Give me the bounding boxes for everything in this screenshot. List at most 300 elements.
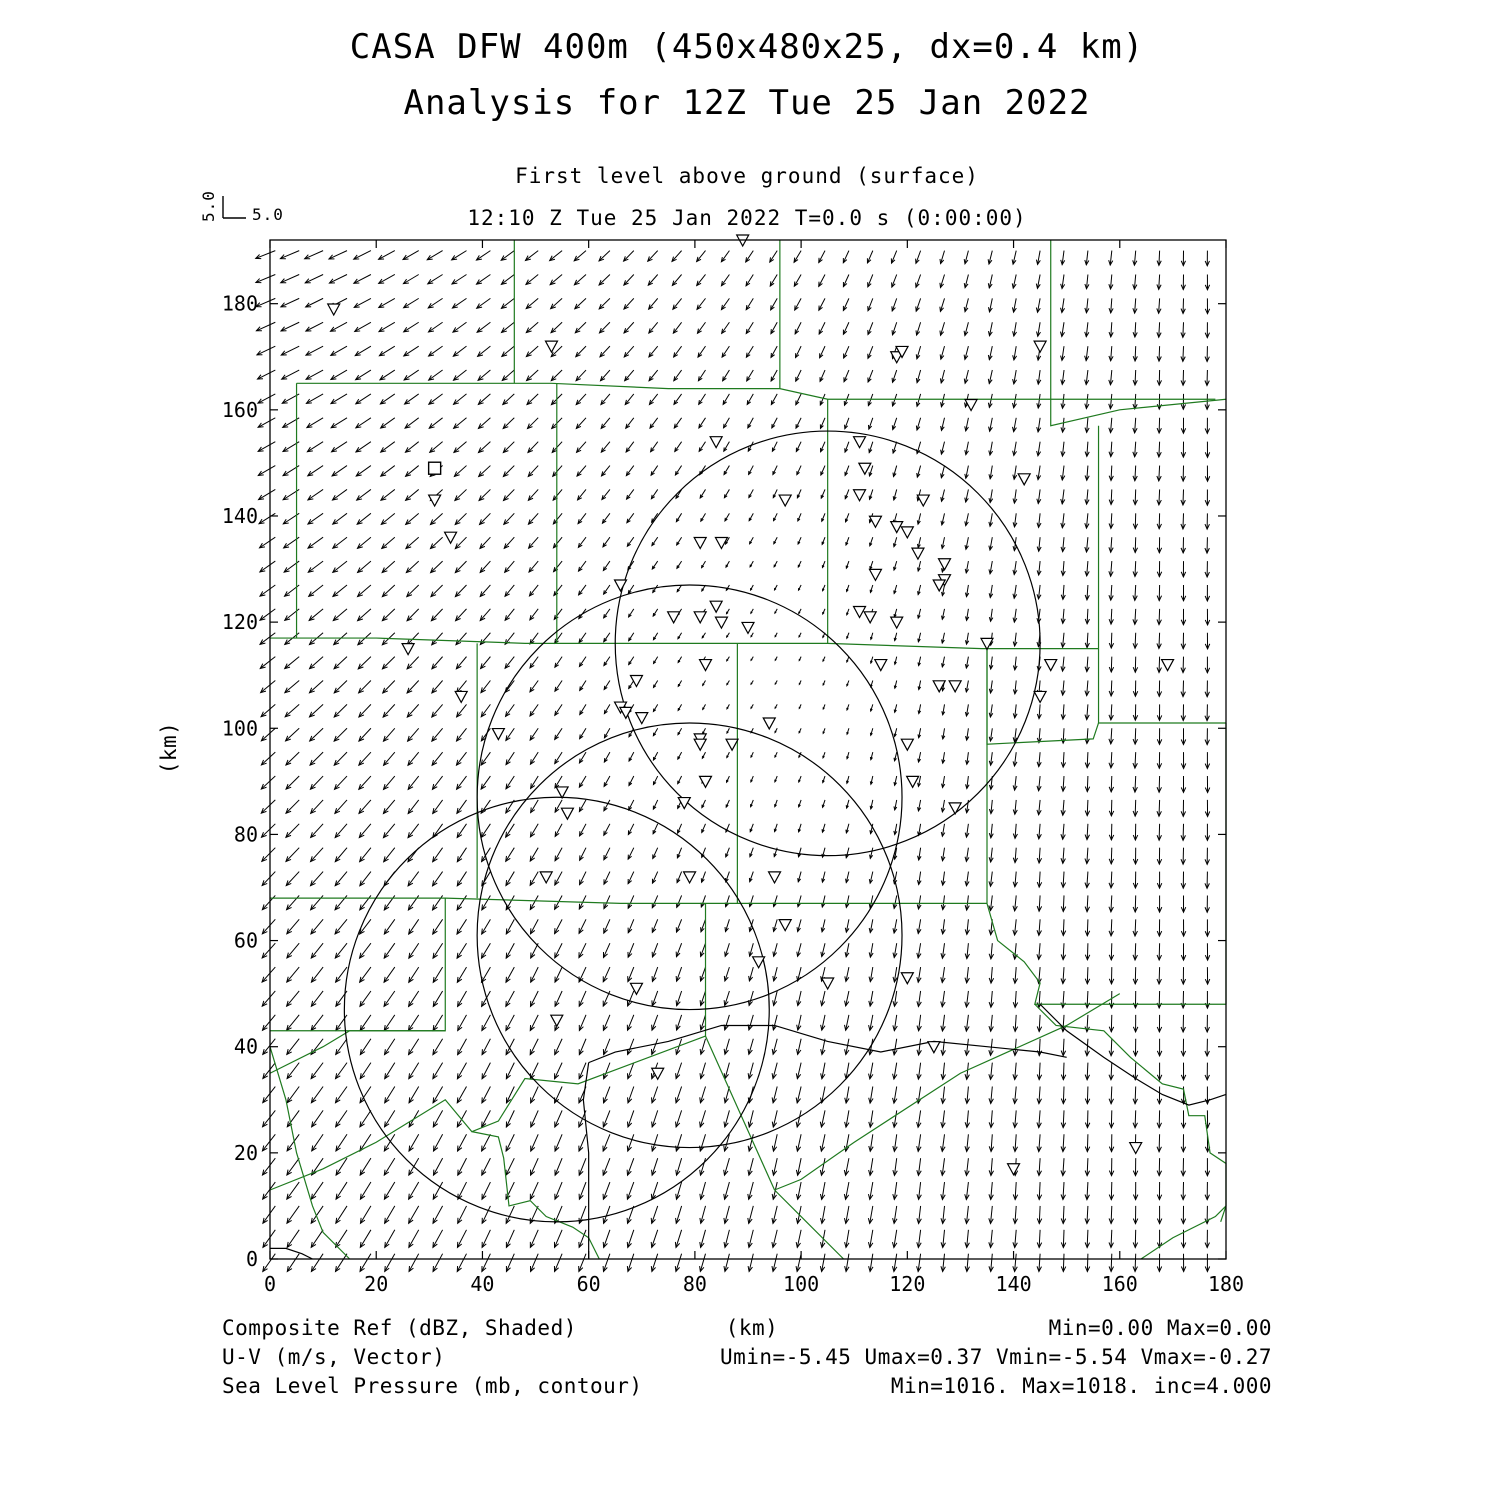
- wind-vector: [551, 322, 562, 332]
- wind-vector: [1013, 1230, 1017, 1248]
- wind-vector: [359, 728, 371, 741]
- wind-vector: [1109, 800, 1113, 816]
- wind-vector: [603, 1230, 610, 1248]
- wind-vector: [1133, 824, 1137, 840]
- wind-vector: [359, 752, 371, 765]
- wind-vector: [1061, 848, 1065, 864]
- wind-vector: [748, 1158, 753, 1175]
- wind-vector: [892, 298, 897, 311]
- y-tick-label: 180: [221, 291, 258, 316]
- wind-vector: [554, 585, 562, 596]
- wind-vector: [555, 967, 562, 982]
- wind-vector: [676, 967, 681, 981]
- wind-vector: [262, 991, 275, 1006]
- wind-vector: [847, 657, 849, 662]
- wind-vector: [457, 776, 467, 789]
- wind-vector: [306, 322, 323, 331]
- wind-vector: [454, 466, 466, 477]
- station-marker: [402, 644, 414, 655]
- station-marker: [710, 437, 722, 448]
- wind-vector: [360, 1039, 371, 1055]
- wind-vector: [480, 633, 490, 645]
- wind-vector: [1133, 704, 1137, 720]
- wind-vector: [724, 442, 730, 452]
- wind-vector: [771, 370, 777, 381]
- wind-vector: [306, 298, 323, 307]
- wind-vector: [847, 752, 849, 759]
- wind-vector: [1061, 251, 1065, 265]
- wind-vector: [675, 1230, 681, 1248]
- wind-vector: [1060, 322, 1064, 336]
- wind-vector: [1037, 394, 1041, 408]
- wind-vector: [724, 1039, 729, 1055]
- wind-vector: [1085, 418, 1089, 433]
- wind-vector: [574, 274, 586, 284]
- wind-vector: [1061, 394, 1065, 408]
- wind-vector: [360, 967, 371, 982]
- wind-vector: [797, 991, 801, 1006]
- wind-vector: [749, 943, 753, 956]
- wind-vector: [652, 1087, 658, 1103]
- wind-vector: [256, 322, 275, 331]
- wind-vector: [604, 776, 610, 786]
- wind-vector: [529, 561, 538, 572]
- station-marker: [710, 601, 722, 612]
- wind-vector: [845, 1230, 849, 1248]
- wind-vector: [798, 848, 801, 857]
- wind-vector: [385, 1206, 395, 1223]
- wind-vector: [1205, 657, 1209, 673]
- wind-vector: [311, 1182, 323, 1199]
- wind-vector: [773, 991, 778, 1006]
- wind-vector: [454, 418, 467, 429]
- wind-vector: [941, 872, 945, 886]
- wind-vector: [678, 824, 682, 833]
- wind-vector: [432, 752, 443, 765]
- wind-vector: [280, 251, 299, 259]
- wind-vector: [989, 537, 993, 550]
- wind-vector: [845, 513, 848, 522]
- wind-vector: [892, 394, 897, 406]
- wind-vector: [1037, 489, 1041, 503]
- wind-vector: [481, 704, 490, 716]
- wind-vector: [1061, 895, 1065, 911]
- wind-vector: [579, 919, 586, 933]
- wind-vector: [433, 1134, 442, 1151]
- wind-vector: [409, 991, 419, 1006]
- wind-vector: [772, 1063, 777, 1079]
- wind-vector: [553, 513, 562, 524]
- wind-vector: [530, 681, 538, 692]
- wind-vector: [1181, 824, 1185, 841]
- wind-vector: [727, 704, 729, 708]
- station-marker: [630, 676, 642, 687]
- wind-vector: [602, 489, 610, 499]
- wind-vector: [404, 298, 419, 307]
- wind-vector: [1085, 704, 1089, 719]
- wind-vector: [702, 824, 706, 833]
- wind-vector: [281, 298, 299, 306]
- wind-vector: [1013, 585, 1017, 598]
- wind-vector: [1061, 609, 1065, 623]
- wind-vector: [530, 895, 538, 909]
- wind-vector: [894, 681, 896, 689]
- station-marker: [1045, 660, 1057, 671]
- wind-vector: [1157, 752, 1161, 768]
- wind-vector: [506, 1063, 514, 1079]
- wind-vector: [1205, 1039, 1209, 1056]
- wind-vector: [798, 537, 801, 544]
- wind-vector: [506, 728, 514, 740]
- wind-vector: [530, 919, 538, 933]
- wind-vector: [1181, 967, 1185, 984]
- wind-vector: [653, 728, 657, 735]
- wind-vector: [746, 346, 753, 357]
- wind-vector: [359, 681, 371, 693]
- wind-vector: [358, 585, 371, 597]
- wind-vector: [456, 752, 466, 765]
- wind-vector: [894, 728, 897, 736]
- wind-vector: [1085, 1134, 1089, 1151]
- wind-vector: [942, 609, 945, 619]
- wind-vector: [604, 919, 610, 933]
- wind-vector: [868, 346, 873, 358]
- wind-vector: [918, 561, 921, 571]
- wind-vector: [774, 513, 778, 520]
- wind-vector: [652, 919, 658, 932]
- wind-vector: [481, 681, 490, 693]
- wind-vector: [257, 346, 275, 355]
- wind-vector: [1037, 848, 1041, 863]
- wind-vector: [1133, 1158, 1137, 1176]
- wind-vector: [965, 1134, 969, 1151]
- wind-vector: [1133, 561, 1137, 576]
- wind-vector: [458, 1158, 467, 1175]
- wind-vector: [1181, 848, 1185, 865]
- wind-vector: [894, 609, 897, 617]
- wind-vector: [918, 657, 921, 666]
- wind-vector: [941, 394, 945, 407]
- wind-vector: [1133, 1110, 1137, 1127]
- wind-vector: [1061, 1230, 1065, 1248]
- wind-vector: [579, 1063, 586, 1079]
- wind-vector: [629, 800, 634, 810]
- wind-vector: [917, 537, 920, 547]
- wind-vector: [357, 489, 371, 500]
- wind-vector: [261, 752, 275, 765]
- x-tick-label: 160: [1101, 1272, 1138, 1296]
- wind-vector: [433, 1158, 442, 1175]
- wind-vector: [1037, 895, 1041, 911]
- wind-vector: [629, 752, 634, 761]
- wind-vector: [261, 776, 275, 789]
- station-marker: [779, 920, 791, 931]
- wind-vector: [892, 274, 897, 287]
- wind-vector: [677, 895, 682, 907]
- wind-vector: [624, 251, 634, 262]
- wind-vector: [1133, 800, 1137, 816]
- wind-vector: [727, 657, 730, 661]
- wind-vector: [1037, 704, 1041, 718]
- wind-vector: [603, 1254, 610, 1272]
- wind-vector: [918, 633, 921, 642]
- wind-vector: [770, 274, 777, 286]
- wind-vector: [820, 1158, 825, 1175]
- wind-vector: [457, 919, 467, 934]
- wind-vector: [1133, 251, 1137, 266]
- wind-vector: [820, 394, 825, 405]
- wind-vector: [1061, 1063, 1065, 1080]
- wind-vector: [1085, 872, 1089, 888]
- wind-vector: [431, 561, 443, 573]
- wind-vector: [941, 466, 945, 478]
- wind-vector: [281, 274, 299, 282]
- wind-vector: [1157, 848, 1161, 865]
- wind-vector: [256, 251, 276, 259]
- wind-vector: [306, 370, 323, 379]
- wind-vector: [772, 418, 777, 428]
- wind-vector: [627, 1015, 633, 1030]
- wind-vector: [1037, 943, 1041, 959]
- wind-vector: [1133, 633, 1137, 649]
- wind-vector: [555, 943, 562, 958]
- wind-vector: [628, 872, 634, 884]
- wind-vector: [1205, 322, 1209, 337]
- wind-vector: [335, 872, 347, 886]
- wind-vector: [477, 322, 490, 332]
- station-marker: [875, 660, 887, 671]
- wind-vector: [727, 776, 730, 782]
- wind-vector: [430, 513, 442, 524]
- wind-vector: [1205, 1063, 1209, 1080]
- wind-vector: [335, 1087, 347, 1103]
- wind-vector: [603, 1182, 610, 1199]
- wind-vector: [1133, 394, 1137, 409]
- wind-vector: [578, 513, 586, 523]
- station-marker: [545, 341, 557, 352]
- wind-vector: [432, 704, 443, 717]
- wind-vector: [1085, 1230, 1089, 1248]
- wind-vector: [385, 1039, 395, 1055]
- wind-vector: [941, 418, 945, 431]
- wind-vector: [627, 1158, 634, 1175]
- wind-vector: [1181, 1134, 1185, 1151]
- wind-vector: [555, 1158, 562, 1175]
- wind-vector: [429, 370, 443, 380]
- wind-vector: [1037, 561, 1041, 575]
- wind-vector: [477, 298, 491, 308]
- wind-vector: [653, 848, 658, 859]
- x-tick-label: 100: [783, 1272, 820, 1296]
- wind-vector: [819, 251, 825, 263]
- wind-vector: [383, 824, 394, 838]
- wind-vector: [1181, 800, 1185, 816]
- wind-vector: [501, 274, 514, 284]
- wind-vector: [379, 346, 394, 356]
- wind-vector: [408, 824, 419, 838]
- wind-vector: [750, 848, 754, 857]
- wind-vector: [870, 752, 872, 760]
- wind-vector: [652, 1158, 658, 1175]
- wind-vector: [721, 251, 729, 262]
- footer-left-3: Sea Level Pressure (mb, contour): [222, 1374, 643, 1398]
- wind-vector: [281, 346, 299, 355]
- wind-vector: [1157, 442, 1161, 457]
- wind-vector: [1109, 609, 1113, 624]
- wind-vector: [748, 1063, 753, 1079]
- wind-vector: [942, 657, 945, 667]
- wind-vector: [262, 919, 275, 933]
- wind-vector: [360, 1015, 371, 1031]
- wind-vector: [579, 657, 586, 667]
- wind-vector: [502, 346, 515, 356]
- wind-vector: [774, 824, 777, 832]
- wind-vector: [308, 489, 323, 499]
- wind-vector: [989, 1063, 993, 1080]
- wind-vector: [699, 442, 705, 452]
- wind-vector: [703, 681, 706, 686]
- wind-vector: [406, 489, 419, 500]
- wind-vector: [627, 1230, 634, 1248]
- wind-vector: [821, 991, 825, 1006]
- wind-vector: [748, 1110, 753, 1127]
- wind-vector: [918, 609, 921, 618]
- wind-vector: [409, 1087, 419, 1103]
- wind-vector: [1109, 1254, 1113, 1272]
- wind-vector: [599, 251, 610, 261]
- wind-vector: [821, 489, 825, 498]
- wind-vector: [651, 1230, 658, 1248]
- wind-vector: [1085, 585, 1089, 600]
- wind-vector: [309, 681, 323, 693]
- wind-vector: [354, 251, 371, 260]
- wind-vector: [1085, 346, 1089, 360]
- wind-vector: [870, 561, 873, 569]
- wind-vector: [843, 251, 849, 263]
- wind-vector: [305, 251, 323, 259]
- wind-vector: [527, 418, 538, 429]
- wind-vector: [604, 704, 610, 713]
- wind-vector: [478, 442, 490, 453]
- wind-vector: [966, 776, 970, 788]
- station-marker: [753, 957, 765, 968]
- wind-vector: [1157, 1063, 1161, 1080]
- wind-vector: [1181, 394, 1185, 409]
- wind-vector: [458, 1134, 467, 1151]
- wind-vector: [406, 513, 419, 524]
- wind-vector: [1037, 1110, 1041, 1127]
- wind-vector: [1157, 824, 1161, 840]
- wind-vector: [1157, 943, 1161, 960]
- wind-vector: [555, 728, 562, 739]
- wind-vector: [775, 704, 777, 708]
- wind-vector: [627, 489, 634, 499]
- wind-vector: [1157, 418, 1161, 433]
- wind-vector: [409, 1254, 419, 1272]
- wind-vector: [553, 537, 562, 548]
- wind-vector: [751, 657, 753, 661]
- wind-vector: [893, 1110, 897, 1127]
- station-marker: [769, 872, 781, 883]
- wind-vector: [384, 919, 394, 934]
- wind-vector: [795, 322, 801, 334]
- wind-vector: [723, 394, 729, 404]
- wind-vector: [727, 681, 730, 685]
- wind-vector: [1181, 681, 1185, 697]
- wind-vector: [1061, 537, 1065, 551]
- wind-vector: [796, 346, 802, 357]
- wind-vector: [1181, 872, 1185, 889]
- wind-vector: [652, 872, 657, 884]
- wind-vector: [506, 991, 514, 1006]
- wind-vector: [1109, 1039, 1113, 1056]
- wind-vector: [601, 418, 610, 429]
- wind-vector: [725, 919, 729, 931]
- wind-vector: [1109, 1015, 1113, 1032]
- wind-vector: [941, 1134, 945, 1151]
- wind-vector: [965, 1182, 969, 1199]
- wind-vector: [260, 537, 276, 548]
- wind-vector: [358, 609, 371, 621]
- wind-vector: [531, 776, 539, 788]
- wind-vector: [405, 394, 419, 404]
- wind-vector: [334, 657, 347, 669]
- wind-vector: [893, 967, 897, 982]
- wind-vector: [1037, 1230, 1041, 1248]
- wind-vector: [1013, 394, 1017, 408]
- wind-vector: [287, 1015, 300, 1030]
- wind-vector: [383, 704, 395, 717]
- wind-vector: [700, 1039, 705, 1055]
- wind-vector: [432, 657, 443, 669]
- wind-vector: [989, 561, 993, 574]
- wind-vector: [748, 1015, 753, 1030]
- wind-vector: [941, 848, 945, 861]
- wind-vector: [407, 585, 419, 597]
- wind-vector: [530, 752, 538, 764]
- wind-vector: [677, 537, 682, 545]
- wind-vector: [555, 1134, 562, 1151]
- wind-vector: [726, 609, 729, 614]
- wind-vector: [988, 370, 992, 384]
- wind-vector: [385, 1087, 395, 1103]
- wind-vector: [480, 561, 490, 572]
- level-label: First level above ground (surface): [515, 164, 979, 188]
- wind-vector: [1133, 1039, 1137, 1056]
- wind-vector: [894, 752, 897, 761]
- wind-vector: [478, 370, 490, 380]
- plot-frame: [270, 240, 1226, 1259]
- wind-vector: [1061, 1158, 1065, 1175]
- wind-vector: [797, 1015, 801, 1030]
- wind-vector: [749, 513, 753, 520]
- wind-vector: [1061, 1254, 1065, 1272]
- wind-vector: [360, 1134, 371, 1151]
- wind-vector: [820, 1110, 825, 1127]
- wind-vector: [940, 346, 944, 359]
- wind-vector: [481, 752, 490, 765]
- wind-vector: [480, 513, 491, 524]
- wind-vector: [308, 561, 323, 572]
- wind-vector: [1061, 919, 1065, 935]
- wind-vector: [1037, 585, 1041, 599]
- wind-vector: [721, 274, 729, 285]
- station-marker: [822, 978, 834, 989]
- wind-vector: [1109, 489, 1113, 504]
- wind-vector: [409, 919, 419, 934]
- wind-vector: [676, 1087, 682, 1103]
- wind-vector: [356, 370, 371, 380]
